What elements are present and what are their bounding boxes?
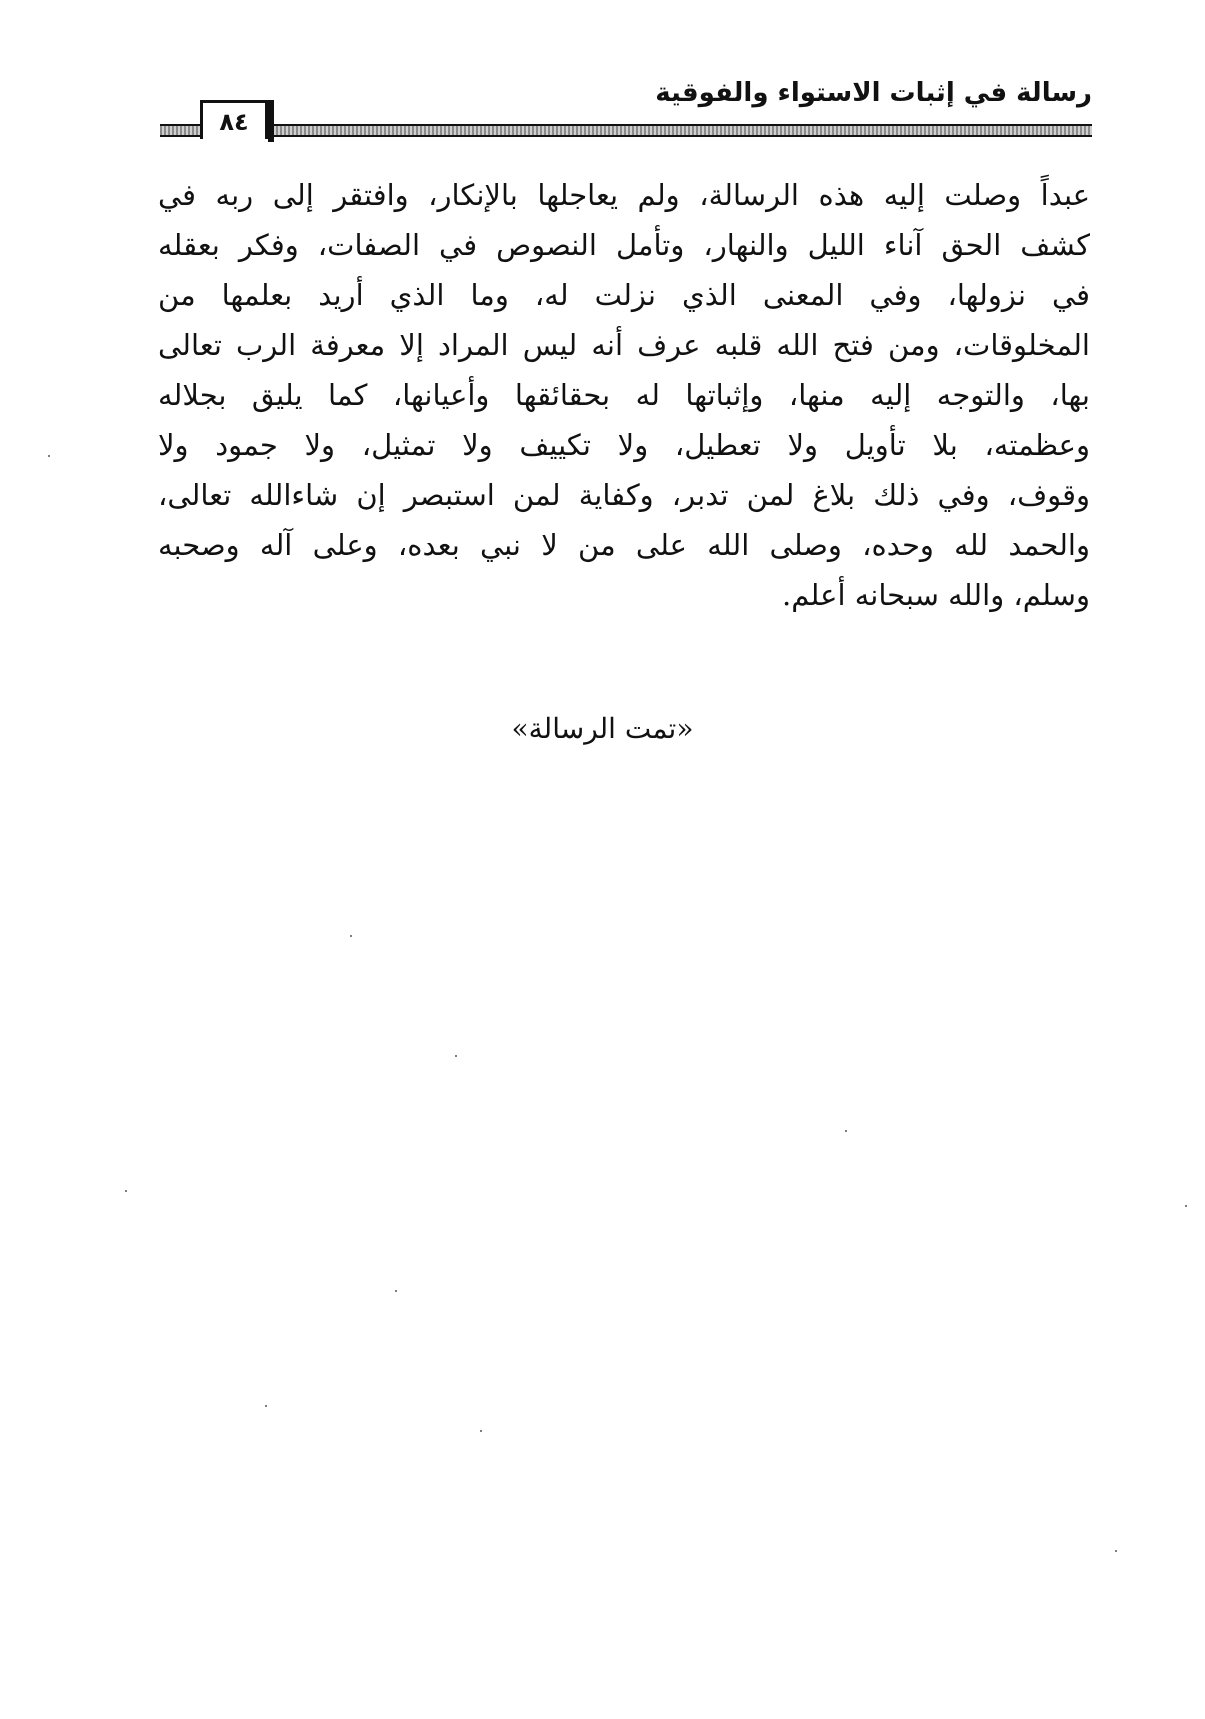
text-line: في نزولها، وفي المعنى الذي نزلت له، وما الذي أريد بعلمها من xyxy=(158,278,1090,312)
text-line: بها، والتوجه إليه منها، وإثباتها له بحقائقها وأعيانها، كما يليق بجلاله xyxy=(158,378,1090,412)
closing-phrase: «تمت الرسالة» xyxy=(511,712,694,745)
text-line: وسلم، والله سبحانه أعلم. xyxy=(782,578,1090,612)
page-header xyxy=(160,78,1092,138)
running-title: رسالة في إثبات الاستواء والفوقية xyxy=(655,78,1092,108)
header-rule xyxy=(160,124,1092,137)
text-line: عبداً وصلت إليه هذه الرسالة، ولم يعاجلها بالإنكار، وافتقر إلى ربه في xyxy=(158,178,1090,212)
text-line: كشف الحق آناء الليل والنهار، وتأمل النصوص في الصفات، وفكر بعقله xyxy=(158,228,1090,262)
text-line: وعظمته، بلا تأويل ولا تعطيل، ولا تكييف ولا تمثيل، ولا جمود ولا xyxy=(158,428,1090,462)
text-line: والحمد لله وحده، وصلى الله على من لا نبي بعده، وعلى آله وصحبه xyxy=(158,528,1090,562)
page-number: ٨٤ xyxy=(200,100,268,139)
text-line: المخلوقات، ومن فتح الله قلبه عرف أنه ليس المراد إلا معرفة الرب تعالى xyxy=(158,328,1090,362)
body-text xyxy=(158,170,1090,620)
text-line: وقوف، وفي ذلك بلاغ لمن تدبر، وكفاية لمن استبصر إن شاءالله تعالى، xyxy=(158,478,1090,512)
